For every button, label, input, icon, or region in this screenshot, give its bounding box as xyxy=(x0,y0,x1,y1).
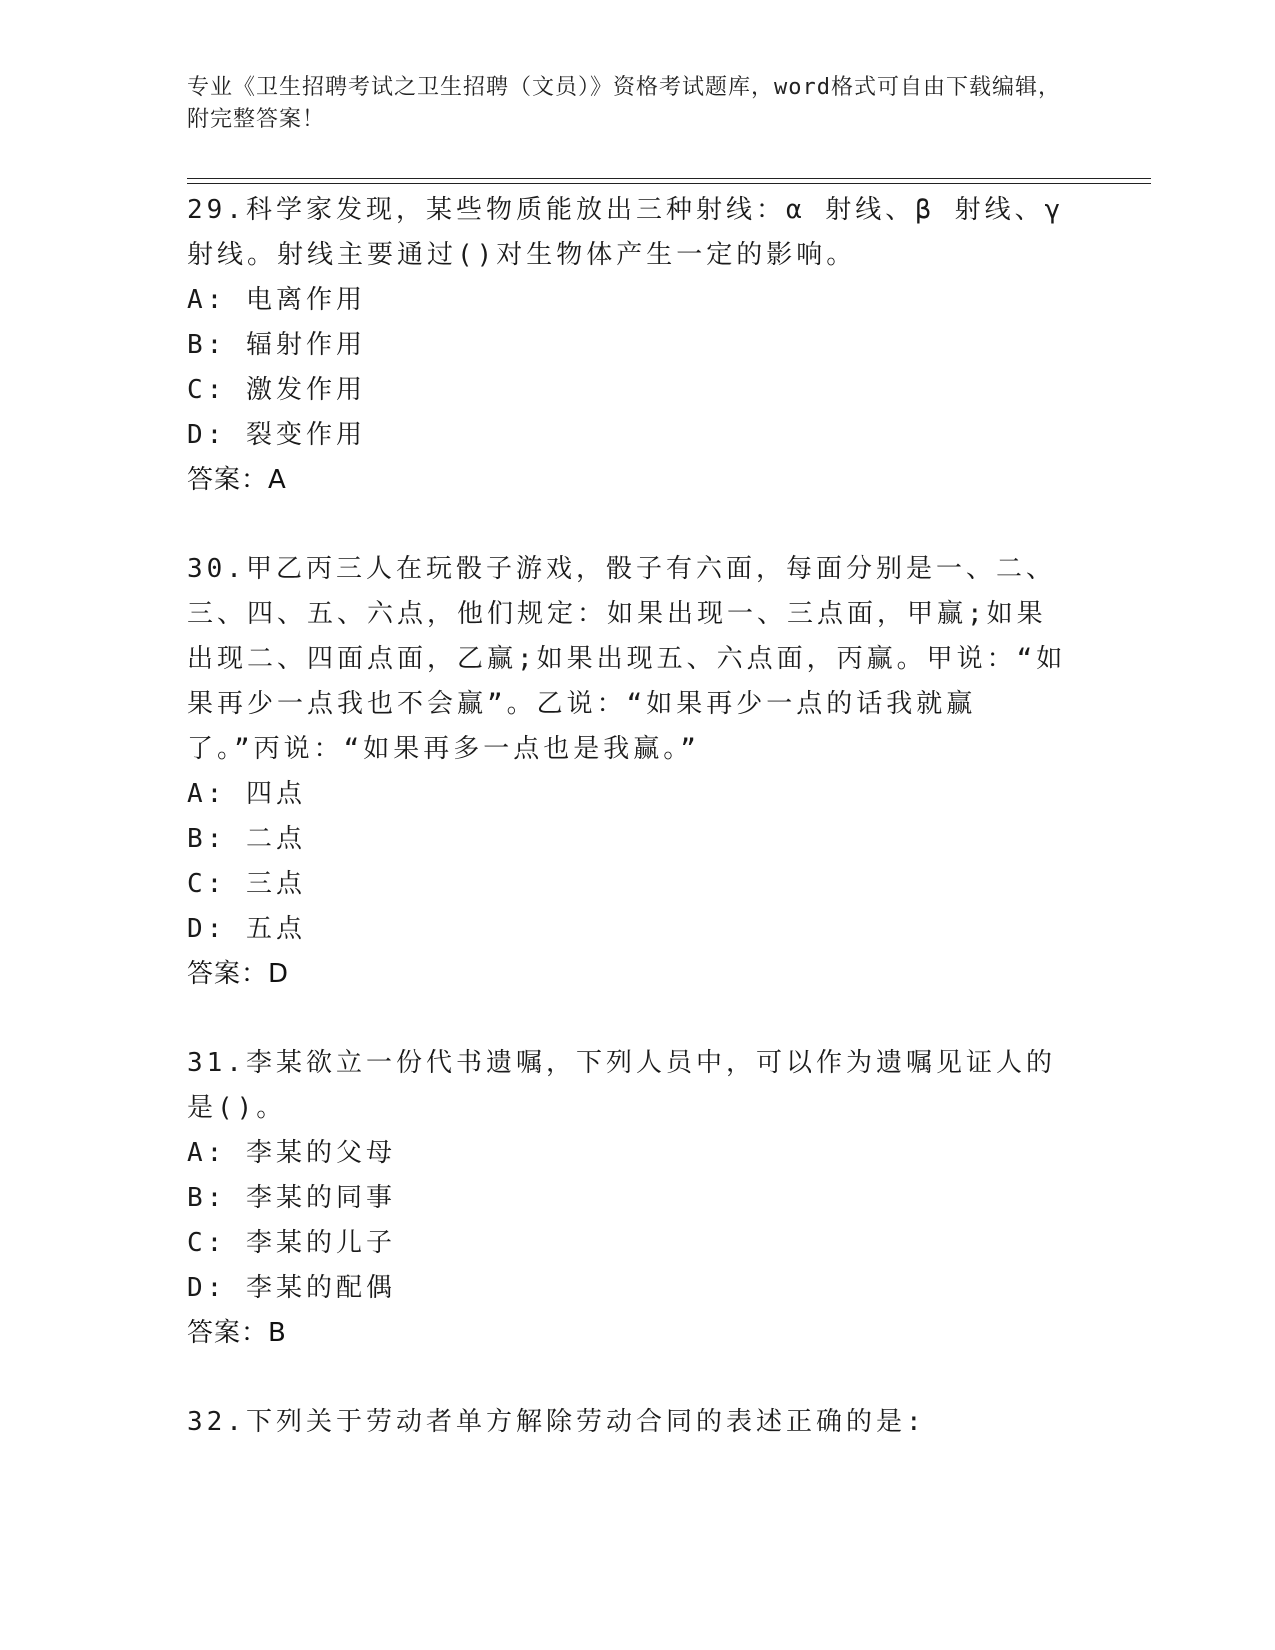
question-stem: 29.科学家发现，某些物质能放出三种射线：α 射线、β 射线、γ 射线。射线主要通过()对生物体产生一定的影响。 xyxy=(187,195,1065,270)
question-29 xyxy=(187,188,1067,503)
option-d: D: 裂变作用 xyxy=(187,420,366,450)
option-b: B: 二点 xyxy=(187,824,306,854)
question-32 xyxy=(187,1400,1067,1445)
option-a: A: 李某的父母 xyxy=(187,1138,396,1168)
option-a: A: 电离作用 xyxy=(187,285,366,315)
header-note: 专业《卫生招聘考试之卫生招聘（文员）》资格考试题库，word格式可自由下载编辑，附完整答案！ xyxy=(187,75,1061,132)
question-stem: 30.甲乙丙三人在玩骰子游戏，骰子有六面，每面分别是一、二、三、四、五、六点，他们规定：如果出现一、三点面，甲赢;如果出现二、四面点面，乙赢;如果出现五、六点面，丙赢。甲说：“如果再少一点我也不会赢”。乙说：“如果再少一点的话我就赢了。”丙说：“如果再多一点也是我赢。” xyxy=(187,554,1067,764)
option-d: D: 李某的配偶 xyxy=(187,1273,396,1303)
option-c: C: 三点 xyxy=(187,869,306,899)
option-c: C: 李某的儿子 xyxy=(187,1228,396,1258)
question-30 xyxy=(187,547,1067,997)
option-b: B: 辐射作用 xyxy=(187,330,366,360)
header-rule-top xyxy=(187,178,1151,179)
question-list xyxy=(187,188,1067,1489)
option-d: D: 五点 xyxy=(187,914,306,944)
question-31 xyxy=(187,1041,1067,1356)
question-stem: 31.李某欲立一份代书遗嘱，下列人员中，可以作为遗嘱见证人的是()。 xyxy=(187,1048,1056,1123)
option-b: B: 李某的同事 xyxy=(187,1183,396,1213)
answer: 答案：A xyxy=(187,465,287,495)
option-c: C: 激发作用 xyxy=(187,375,366,405)
option-a: A: 四点 xyxy=(187,779,306,809)
answer: 答案：B xyxy=(187,1318,287,1348)
question-stem: 32.下列关于劳动者单方解除劳动合同的表述正确的是: xyxy=(187,1407,926,1437)
answer: 答案：D xyxy=(187,959,290,989)
header-rule-bottom xyxy=(187,183,1151,184)
